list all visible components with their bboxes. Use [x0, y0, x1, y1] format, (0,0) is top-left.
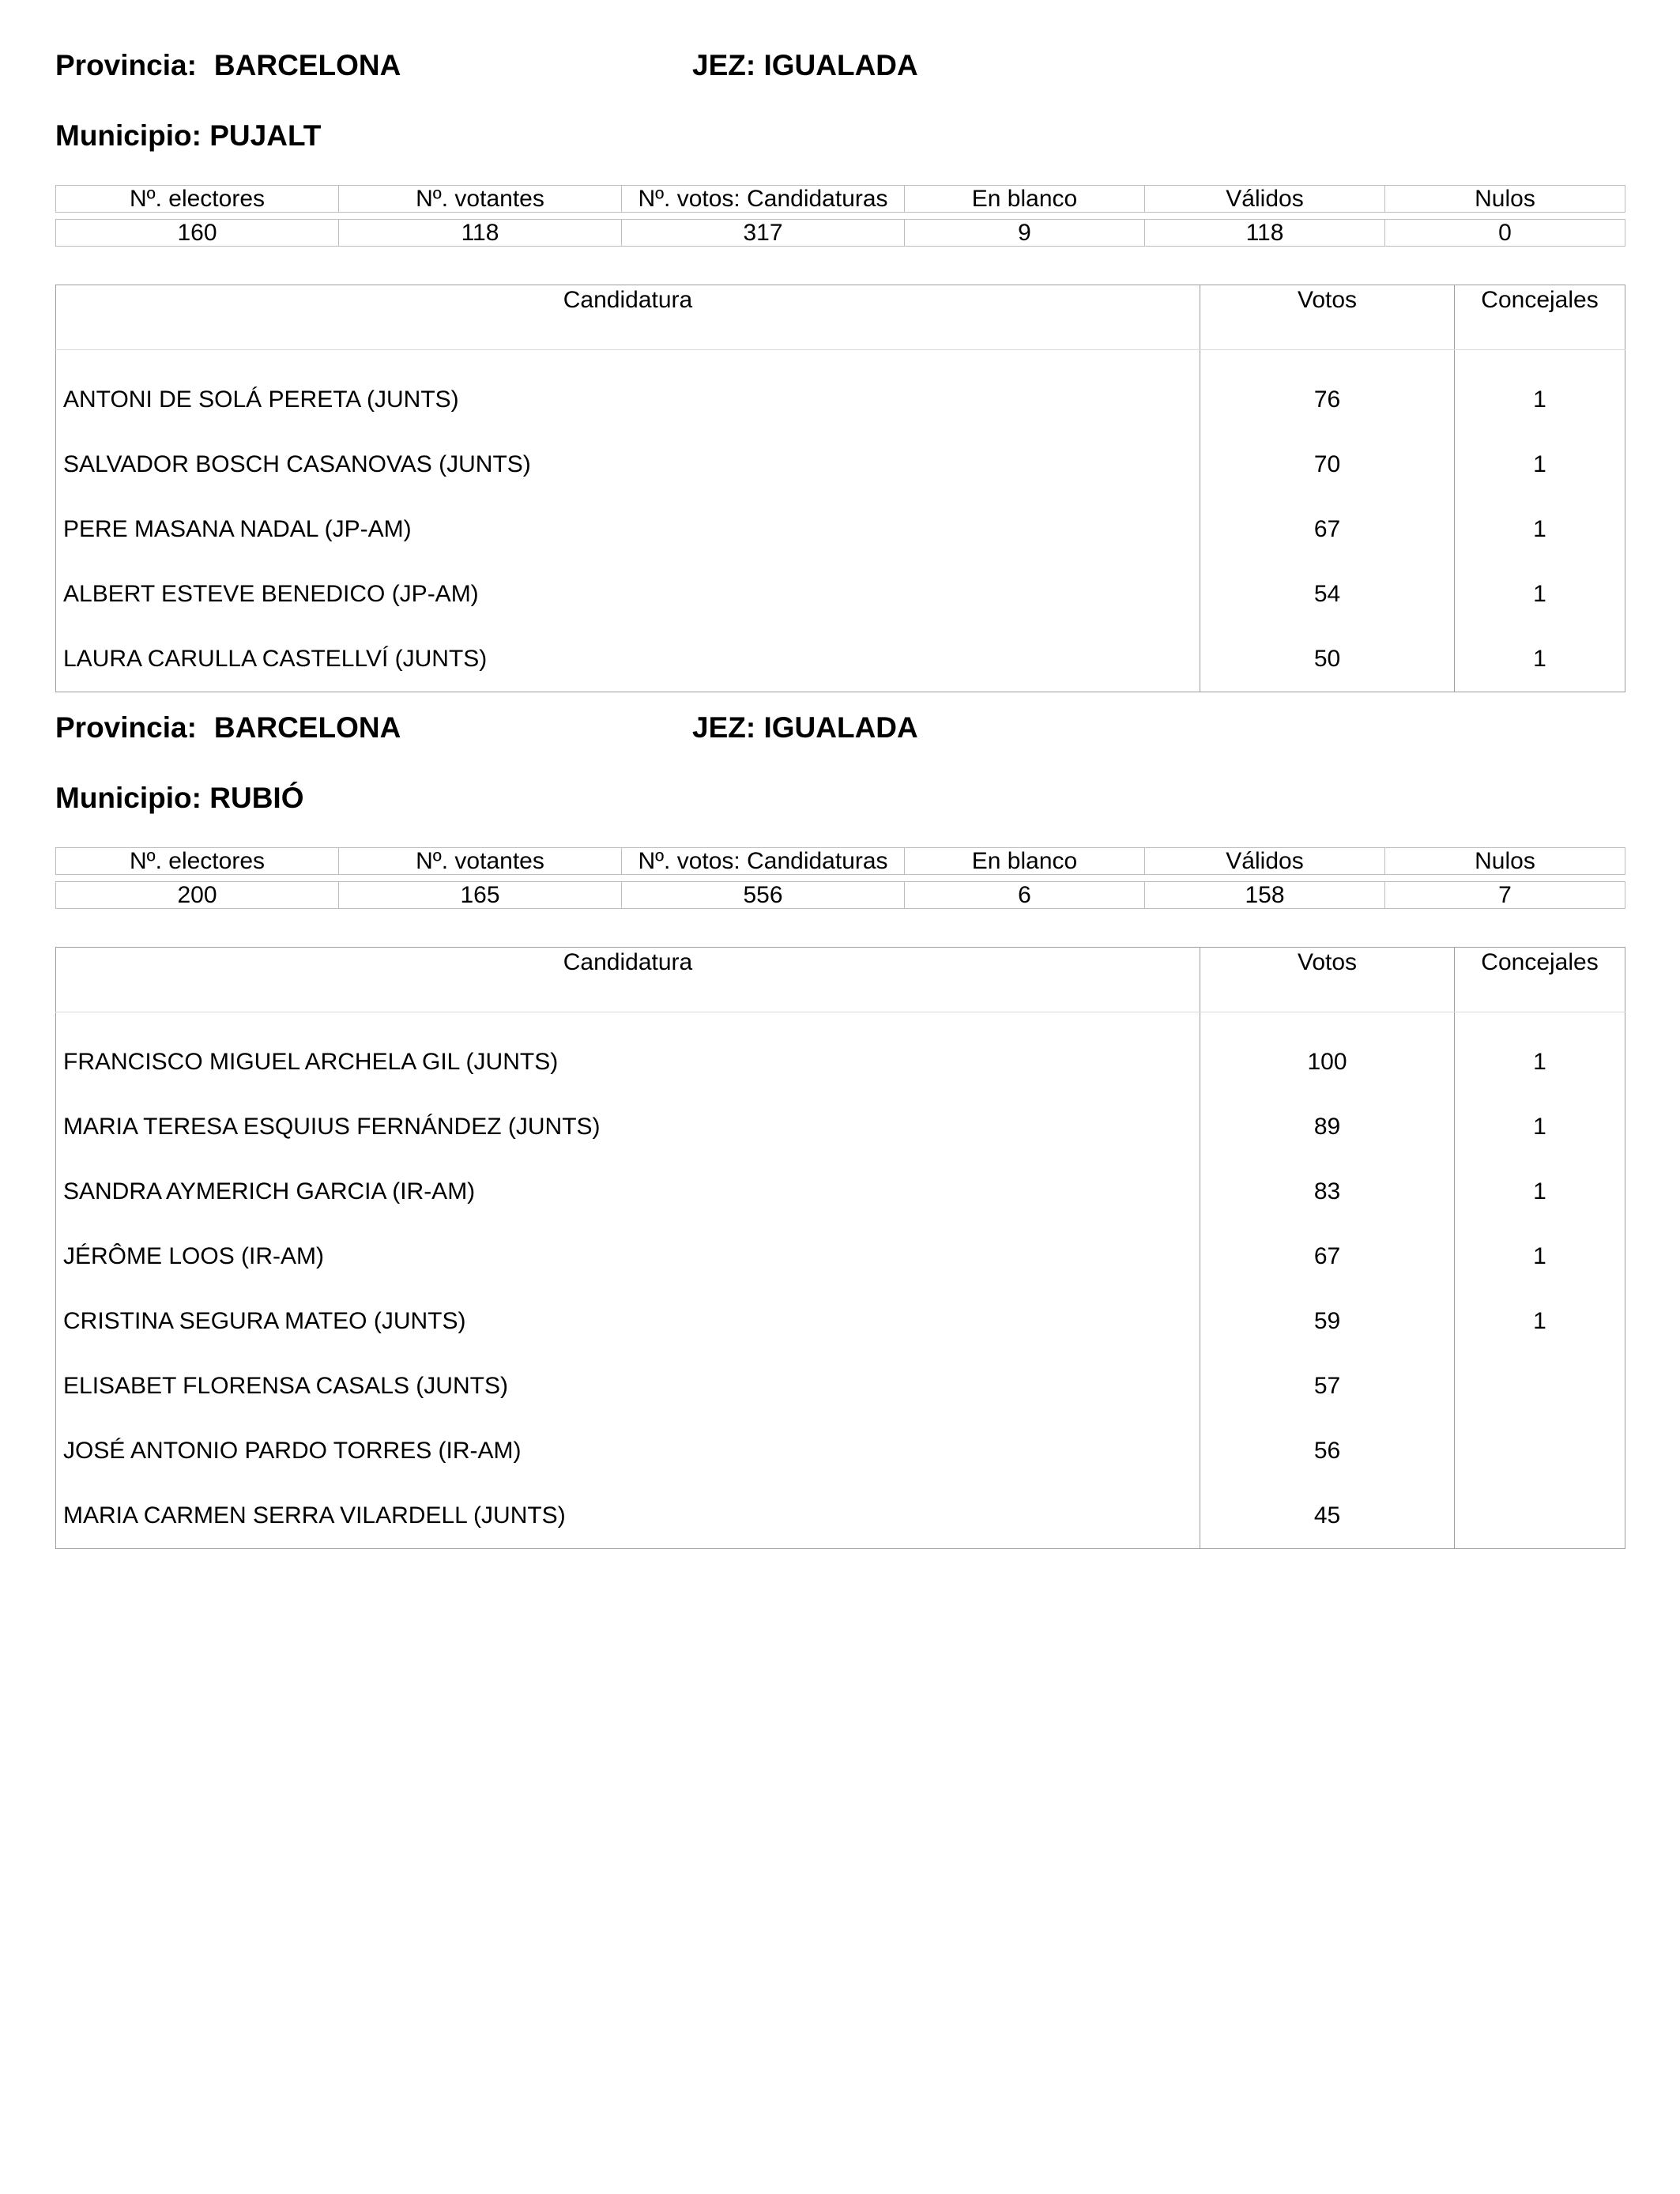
candidate-votos: 89	[1200, 1095, 1455, 1159]
province-jez-row	[55, 711, 1625, 746]
stats-header-row	[56, 186, 1625, 213]
candidate-votos: 57	[1200, 1354, 1455, 1419]
candidate-concejales	[1455, 1354, 1625, 1419]
stats-header: Nº. votos: Candidaturas	[622, 848, 905, 875]
col-concejales: Concejales	[1455, 285, 1625, 350]
candidate-concejales: 1	[1533, 386, 1546, 413]
candidate-concejales: 1	[1533, 516, 1546, 542]
municipio-heading: Municipio: RUBIÓ	[55, 782, 304, 814]
stats-value: 158	[1145, 882, 1385, 909]
stats-header: Válidos	[1145, 186, 1385, 213]
stats-header: En blanco	[905, 186, 1145, 213]
table-row	[56, 562, 1625, 627]
col-votos: Votos	[1200, 948, 1455, 1012]
jez-heading: JEZ: IGUALADA	[692, 49, 918, 81]
candidate-name: ELISABET FLORENSA CASALS (JUNTS)	[56, 1354, 1200, 1419]
stats-value: 165	[339, 882, 622, 909]
stats-header: Nº. votos: Candidaturas	[622, 186, 905, 213]
col-candidatura: Candidatura	[56, 948, 1200, 1012]
col-votos: Votos	[1200, 285, 1455, 350]
stats-header: Nulos	[1385, 848, 1625, 875]
candidate-votos: 56	[1200, 1419, 1455, 1483]
candidate-votos: 67	[1200, 497, 1455, 562]
candidate-name: MARIA TERESA ESQUIUS FERNÁNDEZ (JUNTS)	[56, 1095, 1200, 1159]
candidate-name: SANDRA AYMERICH GARCIA (IR-AM)	[56, 1159, 1200, 1224]
col-concejales: Concejales	[1455, 948, 1625, 1012]
candidate-votos: 45	[1200, 1483, 1455, 1549]
candidate-concejales: 1	[1533, 1049, 1546, 1075]
candidate-concejales	[1455, 1483, 1625, 1549]
candidate-name: CRISTINA SEGURA MATEO (JUNTS)	[56, 1289, 1200, 1354]
candidate-name: JOSÉ ANTONIO PARDO TORRES (IR-AM)	[56, 1419, 1200, 1483]
candidate-name: MARIA CARMEN SERRA VILARDELL (JUNTS)	[56, 1483, 1200, 1549]
stats-header: Válidos	[1145, 848, 1385, 875]
candidate-concejales: 1	[1533, 1178, 1546, 1204]
table-row	[56, 1095, 1625, 1159]
col-candidatura: Candidatura	[56, 285, 1200, 350]
candidate-concejales: 1	[1533, 1308, 1546, 1334]
stats-value: 6	[905, 882, 1145, 909]
stats-table	[55, 185, 1625, 247]
candidate-concejales: 1	[1533, 581, 1546, 607]
candidate-concejales: 1	[1533, 646, 1546, 672]
stats-value: 200	[56, 882, 339, 909]
stats-value: 118	[339, 220, 622, 247]
province-jez-row	[55, 49, 1625, 84]
table-row	[56, 1289, 1625, 1354]
stats-value: 9	[905, 220, 1145, 247]
stats-header: En blanco	[905, 848, 1145, 875]
candidate-name: JÉRÔME LOOS (IR-AM)	[56, 1224, 1200, 1289]
candidate-votos: 76	[1200, 350, 1455, 433]
stats-value: 118	[1145, 220, 1385, 247]
stats-value: 7	[1385, 882, 1625, 909]
candidate-name: ALBERT ESTEVE BENEDICO (JP-AM)	[56, 562, 1200, 627]
candidate-votos: 70	[1200, 432, 1455, 497]
table-row	[56, 1224, 1625, 1289]
candidate-name: SALVADOR BOSCH CASANOVAS (JUNTS)	[56, 432, 1200, 497]
stats-header-row	[56, 848, 1625, 875]
table-row	[56, 627, 1625, 692]
jez-heading: JEZ: IGUALADA	[692, 711, 918, 744]
stats-header: Nº. votantes	[339, 848, 622, 875]
candidate-concejales: 1	[1533, 1114, 1546, 1140]
table-row	[56, 1159, 1625, 1224]
candidates-header-row	[56, 948, 1625, 1012]
table-row	[56, 1012, 1625, 1095]
table-row	[56, 1354, 1625, 1419]
candidate-votos: 100	[1200, 1012, 1455, 1095]
candidates-table	[55, 947, 1625, 1549]
candidate-votos: 83	[1200, 1159, 1455, 1224]
candidates-table	[55, 285, 1625, 692]
stats-value: 556	[622, 882, 905, 909]
stats-value: 160	[56, 220, 339, 247]
table-row	[56, 432, 1625, 497]
stats-header: Nº. votantes	[339, 186, 622, 213]
candidate-votos: 67	[1200, 1224, 1455, 1289]
provincia-heading: Provincia: BARCELONA	[55, 711, 401, 744]
stats-value-row	[56, 882, 1625, 909]
candidate-name: FRANCISCO MIGUEL ARCHELA GIL (JUNTS)	[56, 1012, 1200, 1095]
stats-value: 317	[622, 220, 905, 247]
table-row	[56, 1419, 1625, 1483]
stats-table	[55, 847, 1625, 909]
candidate-name: ANTONI DE SOLÁ PERETA (JUNTS)	[56, 350, 1200, 433]
table-row	[56, 350, 1625, 433]
candidate-concejales: 1	[1533, 1243, 1546, 1269]
stats-header: Nº. electores	[56, 848, 339, 875]
candidate-votos: 50	[1200, 627, 1455, 692]
candidate-name: LAURA CARULLA CASTELLVÍ (JUNTS)	[56, 627, 1200, 692]
stats-value: 0	[1385, 220, 1625, 247]
candidate-votos: 59	[1200, 1289, 1455, 1354]
stats-value-row	[56, 220, 1625, 247]
provincia-heading: Provincia: BARCELONA	[55, 49, 401, 81]
candidate-concejales: 1	[1533, 451, 1546, 477]
candidates-header-row	[56, 285, 1625, 350]
stats-header: Nulos	[1385, 186, 1625, 213]
candidate-concejales	[1455, 1419, 1625, 1483]
candidate-votos: 54	[1200, 562, 1455, 627]
candidate-name: PERE MASANA NADAL (JP-AM)	[56, 497, 1200, 562]
municipio-heading: Municipio: PUJALT	[55, 119, 322, 152]
table-row	[56, 497, 1625, 562]
stats-header: Nº. electores	[56, 186, 339, 213]
table-row	[56, 1483, 1625, 1549]
